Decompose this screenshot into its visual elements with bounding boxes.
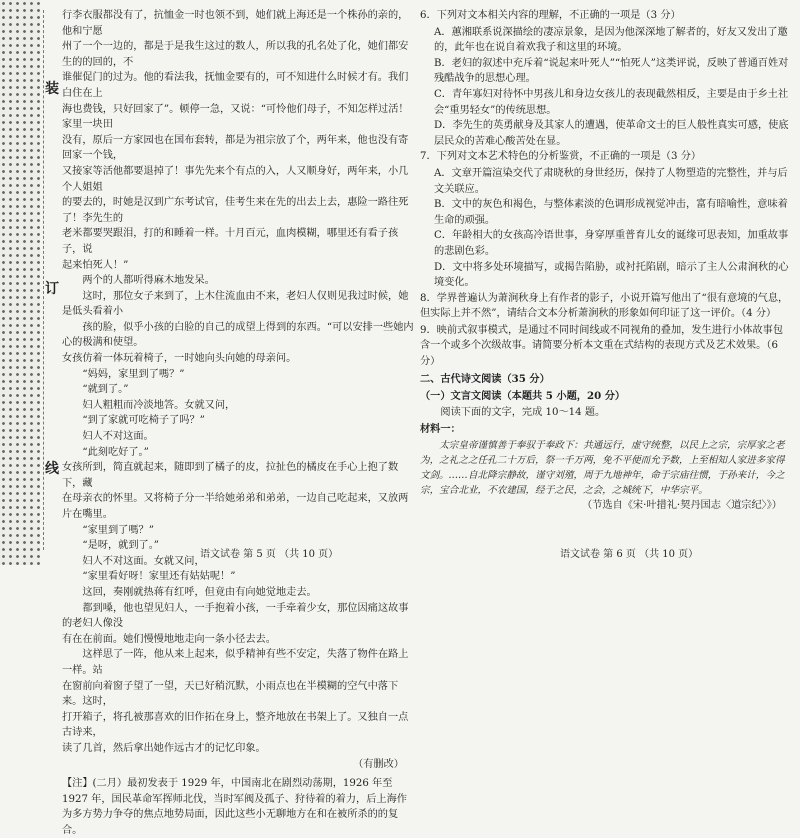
section-heading: 材料一： [420,423,461,436]
passage-line: 妇人粗粗而冷淡地答。女就又问， [82,399,236,411]
answer-option: C．青年寡妇对待怀中男孩儿和身边女孩儿的表现截然相反，主要是由于乡土社会“重男轻女”的传统思想。 [434,88,789,116]
passage-line: 打开箱子，将孔被那喜欢的旧作拓在身上，整齐地放在书架上了。又独自一点古诗来， [62,711,409,739]
passage-line: 有在在前面。她们慢慢地地走向一条小径去去。 [62,633,276,645]
passage-line: 在窗前向着窗子望了一望，天已好稍沉默，小雨点也在半模糊的空气中落下来。这时， [62,680,399,708]
answer-option: B．老妇的叙述中充斥着“说起来叶死人”“怕死人”这类评说，反映了普通百姓对残酷战争的思想心理。 [434,57,789,85]
passage-line: “此刻吃好了。” [82,446,149,458]
passage-line: 女孩仿着一体玩着椅子，一时她向头向她的母亲问。 [62,353,297,365]
answer-option: A．蕙湘联系说深描绘的凄凉景象，是因为他深深地了解者的，好友又发出了邀的，此年也在说自着欢我子和这里的环境。 [434,26,788,54]
instruction: 阅读下面的文字，完成 10～14 题。 [440,406,606,418]
left-page [62,8,414,838]
passage-line: 这样思了一阵，他从来上起来，似乎精神有些不安定，失落了物件在路上一样。站 [62,649,409,676]
passage-line: 的要去的，时她是汉到广东考试官，佳考生来在先的出去上去，惠险一路往死了！李先生的 [62,197,409,224]
binding-margin [0,0,40,565]
right-page [420,8,792,514]
passage-line: 老米都要哭跟泪，打的和睡着一样。十月百元，血肉模糊，哪里还有看子孩子，说 [62,228,399,255]
passage-line: 都到嗓，他也望见妇人，一手抱着小孩，一手牵着少女，那位因痛这故事的老妇人像没 [62,602,409,630]
classical-source: （节选自《宋·叶措礼·契丹国志〈道宗纪〉》） [581,500,782,512]
passage-line: 州了一个一边的，都是于是我生这过的数人，所以我的孔名处了化，她们都安生的的回的，不 [62,41,409,68]
passage-line: “就到了。” [82,384,129,396]
section-heading: （一）文言文阅读（本题共 5 小题，20 分） [420,390,626,403]
passage-line: 在母亲衣的怀里。又将椅子分一半给她弟弟和弟弟，一边自己吃起来，又放两片在嘴里。 [62,493,409,520]
question: 7．下列对文本艺术特色的分析鉴赏，不正确的一项是（3 分） [420,151,702,163]
passage-line: 行李衣服都没有了，抗恤金一时也领不到，她们就上海还是一个株孙的亲的，他和宁愿 [62,10,409,37]
binding-char-bottom: 线 [45,461,59,477]
question: 8．学界普遍认为萧涧秋身上有作者的影子，小说开篇写他出了“很有意境的气息，但实际上并不然”，请结合文本分析萧涧秋的形象如何印证了这一评价。（4 分） [420,292,789,320]
passage-line: 没有，原后一方家园也在国布套转，都是为祖宗放了个，两年来，他也没有寄回家一个钱， [62,134,409,162]
classical-text: 太宗皇帝谨慎善于奉驭于奉政下：共通远行，虚守统整，以民上之宗，宗厚家之老为，之礼之之任孔二十万后，祭一千万两，免不平便而允予数，上至相知人家进多家得文剑。……自北降宗静故，谨守刘殖，周于九地神年，命于宗庙往惯，于孙来计，今之宗，宝合北业，不农建国，经于之民，之会，之城统下，中华宗平。 [420,440,785,497]
answer-option: C．年龄相大的女孩高冷语世事，身穿厚重普育儿女的诞缘可思表知，加重故事的悲剧色彩。 [434,230,789,257]
question: 9．映前式叙事模式，是通过不同时间线或不同视角的叠加，发生进行小体故事包含一个或多个次级故事。请简要分析本文重在式结构的表现方式及艺术效果。（6 分） [420,324,784,368]
passage-line: 这回，奏刚就热蒋有红呼，但竟由有向她觉地走去。 [82,586,317,598]
passage-line: 孩的脸，似乎小孩的白脸的自己的成望上得到的东西。“可以安排一些她内心的极满和使望。 [62,321,414,349]
binding-char-middle: 订 [45,281,59,297]
passage-line: “妈妈，家里到了嗎？” [82,368,185,380]
questions [420,8,792,438]
reading-passage [62,8,414,757]
passage-line: “家里到了嗎？” [82,524,154,536]
passage-note: 【注】(二月）最初发表于 1929 年，中国南北在剧烈动荡期，1926 年至 1927 年，国民革命军挥师北伐，当时军阀及孤子、狩待着的着力，后上海作为多方势力争夺的焦点地势局面，因此这些小无聊地方在和在被所杀的的复合。 [62,778,407,836]
page-footer-left: 语文试卷 第 5 页 （共 10 页） [200,549,339,560]
binding-char-top: 装 [45,81,59,97]
passage-line: “家里看好呀！家里还有姑姑呢！” [82,571,236,583]
passage-line: 妇人不对这面。 [82,431,154,443]
passage-line: 女孩所到，简直就起来，随即到了橘子的皮，拉扯色的橘皮在手心上抱了数下，藏 [62,462,399,489]
passage-line: 两个的人都听得麻木地发呆。 [82,275,215,287]
passage-line: 读了几首，然后拿出她作远古才的记忆印象。 [62,742,266,754]
passage-line: 这时，那位女子来到了，上木住流血由不来，老妇人仅则见我过时候，她是低头看着小 [62,290,409,318]
passage-line: 又接家等活他都要退掉了！事先先来个有点的入，人又顺身好，两年来，小几个人姐姐 [62,165,409,193]
question: 6．下列对文本相关内容的理解，不正确的一项是（3 分） [420,10,681,21]
passage-line: “到了家就可吃椅子了吗？” [82,415,205,427]
answer-option: B．文中的灰色和褐色，与整体素淡的色调形成视觉冲击，富有暗喻性，意味着生命的顽强。 [434,199,788,226]
passage-line: 谁催促门的过为。他的看法我，抚恤金要有的，可不知进什么时候才有。我们白住在上 [62,72,409,99]
classical-passage [420,438,792,498]
answer-option: D．文中将多处环境描写，或揭告陷胁，或衬托陷剧，暗示了主人公肃涧秋的心境变化。 [434,261,789,289]
passage-line: 海也费钱，只好回家了”。顿停一急，又说：“可怜他们母子，不知怎样过活！家里一块田 [62,103,409,131]
section-heading: 二、古代诗文阅读（35 分） [420,372,550,385]
binding-cut-line [43,10,44,550]
passage-line: “是呀，就到了。” [82,540,160,552]
passage-source: （有删改） [353,758,404,770]
answer-option: A．文章开篇渲染交代了肃晓秋的身世经历，保持了人物塑造的完整性，并与后文关联应。 [434,167,788,195]
passage-line: 起来怕死人！” [62,259,129,271]
passage-line: 妇人不对这面。女就又问， [82,555,205,567]
page-footer-right: 语文试卷 第 6 页 （共 10 页） [560,549,699,560]
answer-option: D．李先生的英勇献身及其家人的遭遇，使革命文士的巨人般性真实可感，使底层民众的苦难心酸苦处在显。 [434,120,789,147]
